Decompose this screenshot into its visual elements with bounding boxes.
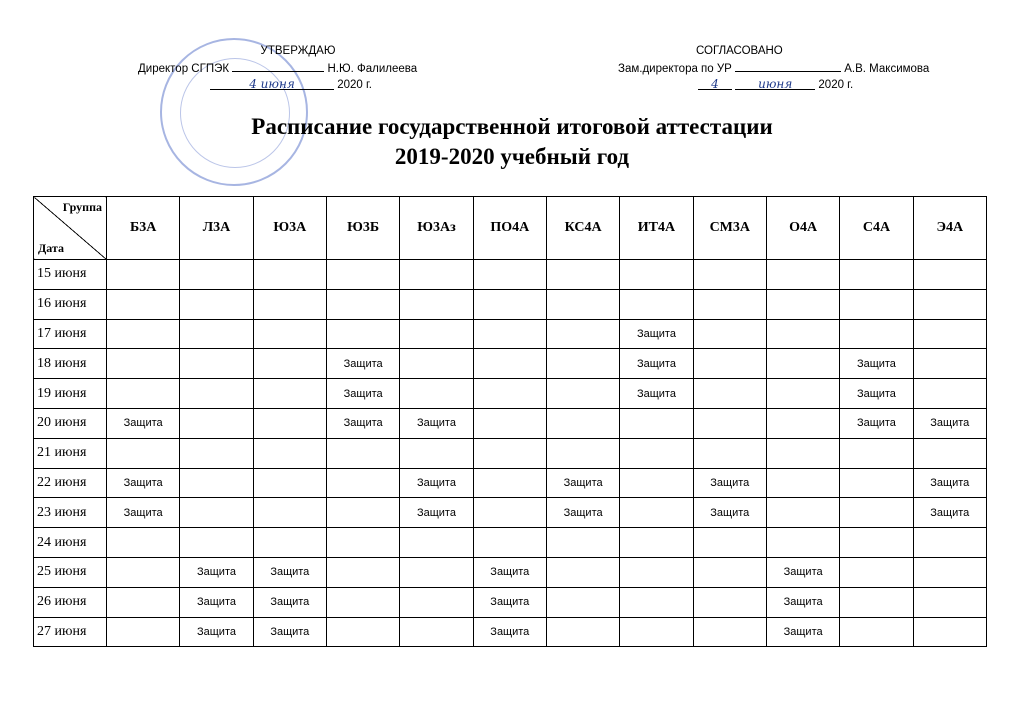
table-row: [34, 438, 987, 468]
table-row: [34, 617, 987, 647]
table-row: [34, 289, 987, 319]
schedule-cell: [620, 528, 693, 558]
date-cell: 21 июня: [34, 438, 107, 468]
schedule-cell: [620, 617, 693, 647]
schedule-cell: [913, 289, 986, 319]
schedule-cell: [180, 438, 253, 468]
schedule-cell: [693, 379, 766, 409]
schedule-cell: [766, 289, 839, 319]
approval-name: А.В. Максимова: [844, 63, 930, 75]
schedule-cell: [253, 408, 326, 438]
schedule-cell: [840, 319, 913, 349]
group-header: ПО4А: [473, 197, 546, 260]
schedule-cell: Защита: [180, 557, 253, 587]
group-header: ИТ4А: [620, 197, 693, 260]
schedule-cell: [107, 289, 180, 319]
schedule-cell: Защита: [473, 587, 546, 617]
approval-block-deputy: [618, 44, 968, 93]
schedule-cell: Защита: [180, 617, 253, 647]
schedule-cell: [913, 260, 986, 290]
schedule-cell: [400, 260, 473, 290]
date-cell: 27 июня: [34, 617, 107, 647]
schedule-cell: [107, 587, 180, 617]
group-header: О4А: [766, 197, 839, 260]
schedule-cell: [180, 408, 253, 438]
schedule-cell: [253, 498, 326, 528]
schedule-cell: [473, 408, 546, 438]
corner-date-label: Дата: [38, 241, 64, 255]
schedule-cell: [913, 617, 986, 647]
schedule-cell: [693, 528, 766, 558]
schedule-cell: [766, 408, 839, 438]
schedule-cell: [913, 587, 986, 617]
schedule-cell: [546, 379, 619, 409]
schedule-cell: [107, 349, 180, 379]
schedule-cell: [473, 379, 546, 409]
schedule-cell: [546, 408, 619, 438]
schedule-cell: [107, 438, 180, 468]
schedule-cell: [546, 557, 619, 587]
group-header: Ю3Аз: [400, 197, 473, 260]
schedule-cell: [180, 468, 253, 498]
schedule-cell: [253, 528, 326, 558]
schedule-cell: [913, 528, 986, 558]
schedule-cell: [253, 319, 326, 349]
schedule-cell: [840, 438, 913, 468]
schedule-cell: [693, 438, 766, 468]
group-header: Л3А: [180, 197, 253, 260]
schedule-cell: [620, 557, 693, 587]
schedule-cell: [326, 498, 399, 528]
schedule-cell: [473, 349, 546, 379]
approval-block-director: [138, 44, 458, 93]
schedule-cell: [326, 319, 399, 349]
page-subtitle: 2019-2020 учебный год: [394, 144, 630, 169]
schedule-cell: [840, 587, 913, 617]
group-header: Ю3Б: [326, 197, 399, 260]
schedule-cell: [400, 349, 473, 379]
schedule-cell: [693, 260, 766, 290]
schedule-cell: [766, 498, 839, 528]
schedule-cell: Защита: [913, 498, 986, 528]
schedule-cell: Защита: [693, 498, 766, 528]
date-cell: 18 июня: [34, 349, 107, 379]
schedule-cell: Защита: [620, 319, 693, 349]
group-header: Ю3А: [253, 197, 326, 260]
date-cell: 15 июня: [34, 260, 107, 290]
schedule-cell: [180, 260, 253, 290]
schedule-cell: Защита: [253, 557, 326, 587]
schedule-cell: Защита: [326, 349, 399, 379]
schedule-cell: [693, 289, 766, 319]
page-title: Расписание государственной итоговой аттестации: [251, 114, 773, 139]
schedule-cell: Защита: [253, 587, 326, 617]
table-row: [34, 587, 987, 617]
schedule-cell: Защита: [326, 379, 399, 409]
schedule-cell: [620, 498, 693, 528]
schedule-cell: [620, 289, 693, 319]
approval-heading: СОГЛАСОВАНО: [696, 45, 783, 57]
schedule-cell: [326, 468, 399, 498]
table-row: [34, 379, 987, 409]
schedule-cell: [473, 260, 546, 290]
schedule-cell: [840, 260, 913, 290]
schedule-cell: [913, 319, 986, 349]
approval-heading: УТВЕРЖДАЮ: [260, 45, 336, 57]
date-cell: 24 июня: [34, 528, 107, 558]
date-cell: 23 июня: [34, 498, 107, 528]
schedule-cell: [326, 557, 399, 587]
schedule-cell: [620, 408, 693, 438]
schedule-cell: [473, 468, 546, 498]
group-header: С4А: [840, 197, 913, 260]
date-cell: 22 июня: [34, 468, 107, 498]
approval-position: Зам.директора по УР: [618, 63, 732, 75]
group-header: СМ3А: [693, 197, 766, 260]
schedule-cell: Защита: [473, 557, 546, 587]
schedule-cell: [180, 498, 253, 528]
schedule-cell: [840, 289, 913, 319]
schedule-cell: [400, 319, 473, 349]
schedule-cell: [180, 528, 253, 558]
group-header: Б3А: [107, 197, 180, 260]
schedule-cell: [107, 557, 180, 587]
schedule-cell: [326, 438, 399, 468]
approval-name: Н.Ю. Фалилеева: [327, 63, 418, 75]
group-header: Э4А: [913, 197, 986, 260]
schedule-cell: [180, 349, 253, 379]
schedule-cell: [326, 528, 399, 558]
schedule-cell: Защита: [546, 468, 619, 498]
schedule-cell: [326, 587, 399, 617]
schedule-cell: [253, 289, 326, 319]
approval-date-day: 4: [698, 77, 732, 90]
schedule-cell: Защита: [620, 349, 693, 379]
schedule-cell: [253, 379, 326, 409]
schedule-cell: [326, 617, 399, 647]
schedule-cell: [107, 617, 180, 647]
schedule-cell: Защита: [107, 468, 180, 498]
schedule-cell: [913, 379, 986, 409]
table-row: [34, 260, 987, 290]
schedule-cell: [107, 379, 180, 409]
schedule-cell: [693, 587, 766, 617]
schedule-cell: [107, 319, 180, 349]
schedule-cell: [546, 528, 619, 558]
schedule-cell: [473, 289, 546, 319]
table-row: [34, 319, 987, 349]
group-header: КС4А: [546, 197, 619, 260]
corner-group-label: Группа: [62, 200, 102, 214]
schedule-cell: [840, 498, 913, 528]
schedule-cell: Защита: [766, 617, 839, 647]
schedule-cell: [473, 528, 546, 558]
schedule-cell: [326, 289, 399, 319]
schedule-cell: [400, 617, 473, 647]
signature-line: [735, 59, 841, 72]
schedule-cell: [107, 528, 180, 558]
schedule-table: [33, 196, 987, 647]
schedule-cell: [400, 557, 473, 587]
schedule-cell: [766, 319, 839, 349]
schedule-cell: Защита: [180, 587, 253, 617]
schedule-cell: [620, 438, 693, 468]
schedule-cell: [473, 319, 546, 349]
schedule-cell: [840, 557, 913, 587]
schedule-cell: [107, 260, 180, 290]
schedule-cell: Защита: [620, 379, 693, 409]
schedule-cell: Защита: [766, 587, 839, 617]
table-row: [34, 349, 987, 379]
schedule-cell: [546, 438, 619, 468]
signature-line: [232, 59, 324, 72]
schedule-cell: [546, 349, 619, 379]
schedule-cell: Защита: [400, 408, 473, 438]
schedule-cell: [913, 349, 986, 379]
schedule-cell: Защита: [400, 498, 473, 528]
schedule-cell: Защита: [400, 468, 473, 498]
schedule-cell: Защита: [840, 408, 913, 438]
schedule-cell: [766, 468, 839, 498]
table-row: [34, 528, 987, 558]
schedule-cell: [546, 260, 619, 290]
schedule-cell: Защита: [913, 408, 986, 438]
schedule-cell: Защита: [840, 349, 913, 379]
schedule-cell: Защита: [473, 617, 546, 647]
schedule-cell: [473, 438, 546, 468]
schedule-cell: Защита: [253, 617, 326, 647]
schedule-cell: [253, 468, 326, 498]
schedule-cell: Защита: [107, 498, 180, 528]
schedule-cell: [840, 468, 913, 498]
schedule-cell: [693, 408, 766, 438]
schedule-cell: Защита: [107, 408, 180, 438]
schedule-cell: [546, 319, 619, 349]
header-row: [34, 197, 987, 260]
date-cell: 19 июня: [34, 379, 107, 409]
schedule-cell: [546, 617, 619, 647]
schedule-cell: Защита: [913, 468, 986, 498]
schedule-cell: [326, 260, 399, 290]
date-cell: 26 июня: [34, 587, 107, 617]
schedule-cell: [693, 319, 766, 349]
corner-header: [34, 197, 107, 260]
schedule-cell: [766, 379, 839, 409]
schedule-cell: [840, 528, 913, 558]
date-cell: 16 июня: [34, 289, 107, 319]
schedule-cell: [913, 438, 986, 468]
schedule-cell: [400, 587, 473, 617]
approval-position: Директор СГПЭК: [138, 63, 230, 75]
schedule-cell: [400, 289, 473, 319]
table-row: [34, 408, 987, 438]
schedule-cell: [180, 379, 253, 409]
schedule-cell: [620, 587, 693, 617]
approval-date-month: июня: [735, 77, 815, 90]
approval-date-year: 2020 г.: [818, 79, 854, 91]
date-cell: 17 июня: [34, 319, 107, 349]
schedule-cell: [253, 349, 326, 379]
schedule-cell: [620, 468, 693, 498]
schedule-cell: [546, 587, 619, 617]
schedule-cell: [766, 260, 839, 290]
table-row: [34, 557, 987, 587]
approval-date-year: 2020 г.: [337, 79, 372, 91]
schedule-cell: [400, 379, 473, 409]
schedule-cell: [620, 260, 693, 290]
table-row: [34, 468, 987, 498]
table-row: [34, 498, 987, 528]
schedule-cell: [400, 438, 473, 468]
schedule-cell: [693, 349, 766, 379]
date-cell: 20 июня: [34, 408, 107, 438]
date-cell: 25 июня: [34, 557, 107, 587]
schedule-cell: [840, 617, 913, 647]
schedule-cell: [693, 617, 766, 647]
schedule-cell: [180, 289, 253, 319]
schedule-cell: [766, 349, 839, 379]
schedule-cell: [913, 557, 986, 587]
schedule-cell: [180, 319, 253, 349]
schedule-cell: Защита: [326, 408, 399, 438]
schedule-cell: Защита: [546, 498, 619, 528]
schedule-cell: [400, 528, 473, 558]
approval-date-day: 4 июня: [210, 77, 334, 90]
schedule-cell: [693, 557, 766, 587]
schedule-cell: [546, 289, 619, 319]
schedule-cell: Защита: [840, 379, 913, 409]
schedule-cell: [473, 498, 546, 528]
schedule-cell: [766, 438, 839, 468]
schedule-cell: Защита: [693, 468, 766, 498]
schedule-cell: [766, 528, 839, 558]
schedule-cell: Защита: [766, 557, 839, 587]
schedule-cell: [253, 260, 326, 290]
schedule-cell: [253, 438, 326, 468]
